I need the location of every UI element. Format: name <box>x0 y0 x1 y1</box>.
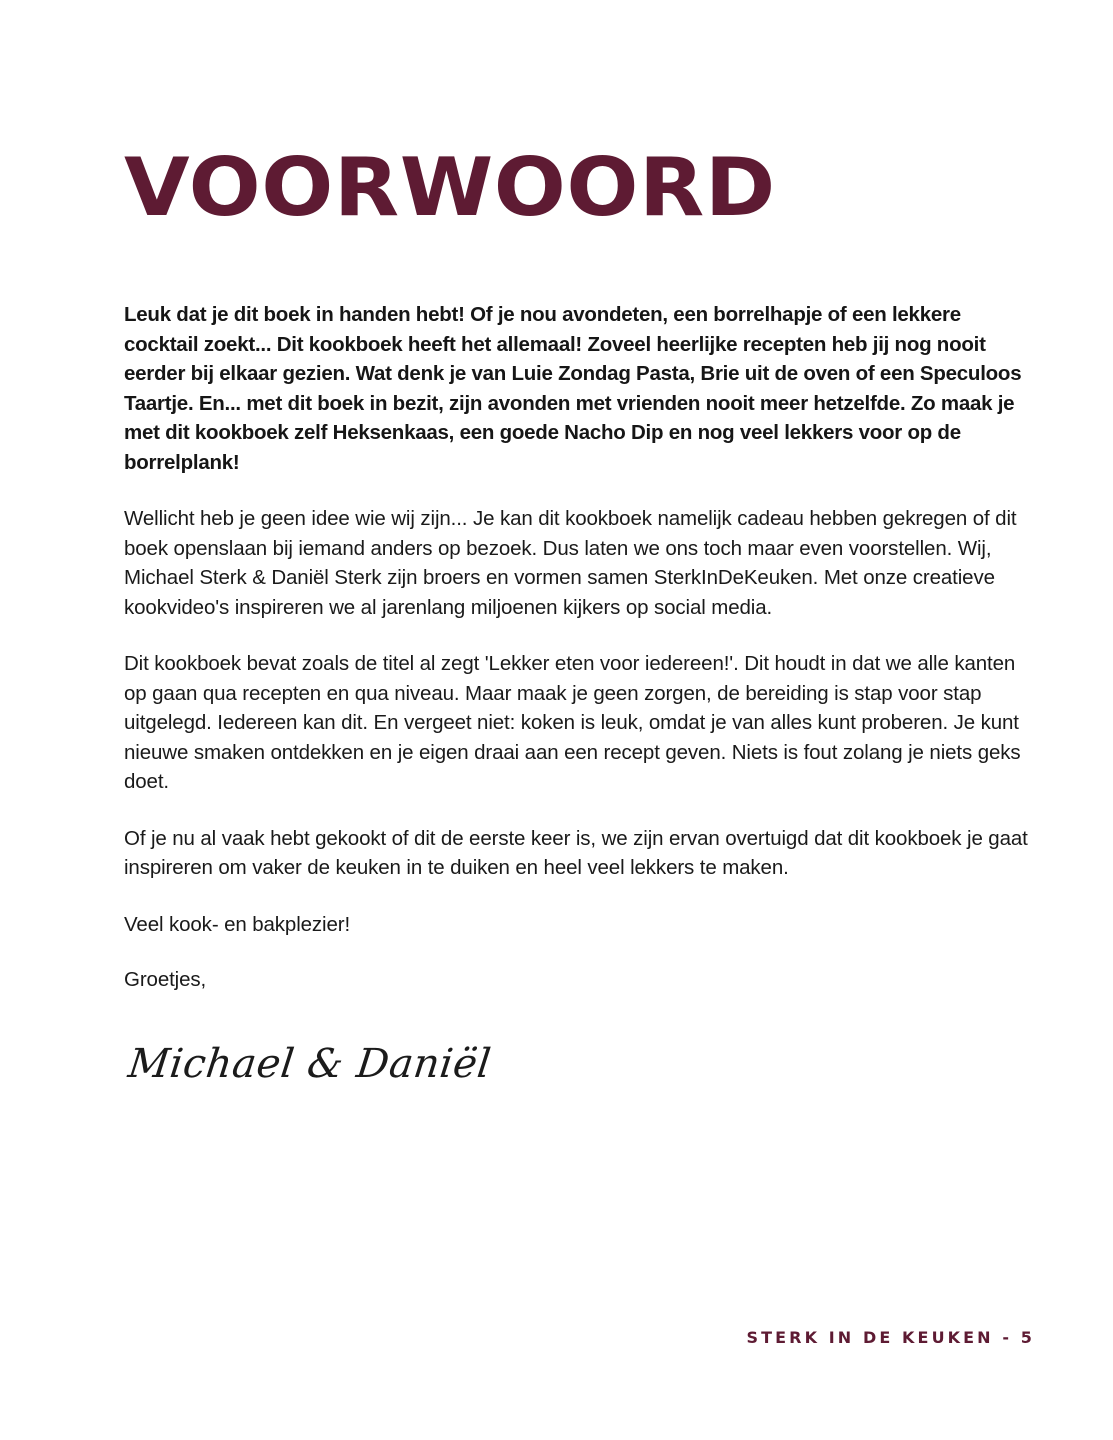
page-footer <box>0 1328 1035 1348</box>
footer-brand-and-page: STERK IN DE KEUKEN - 5 <box>746 1328 1035 1347</box>
foreword-body <box>124 300 1035 1085</box>
page-title: VOORWOORD <box>124 141 776 234</box>
paragraph-4: Of je nu al vaak hebt gekookt of dit de eerste keer is, we zijn ervan overtuigd dat dit kookboek je gaat inspireren om vaker de keuken in te duiken en heel veel lekkers te maken. <box>124 826 1028 879</box>
sign-off-line: Groetjes, <box>124 968 207 991</box>
author-signature: Michael & Daniël <box>125 1040 494 1087</box>
paragraph-3: Dit kookboek bevat zoals de titel al zegt 'Lekker eten voor iedereen!'. Dit houdt in dat we alle kanten op gaan qua recepten en qua niveau. Maar maak je geen zorgen, de bereiding is stap voor stap uitgelegd. Iedereen kan dit. En vergeet niet: koken is leuk, omdat je van alles kunt proberen. Je kunt nieuwe smaken ontdekken en je eigen draai aan een recept geven. Niets is fout zolang je niets geks doet. <box>124 652 1021 793</box>
closing-line: Veel kook- en bakplezier! <box>124 912 351 936</box>
lead-paragraph: Leuk dat je dit boek in handen hebt! Of je nou avondeten, een borrelhapje of een lekkere cocktail zoekt... Dit kookboek heeft het allemaal! Zoveel heerlijke recepten heb jij nog nooit eerder bij elkaar gezien. Wat denk je van Luie Zondag Pasta, Brie uit de oven of een Speculoos Taartje. En... met dit boek in bezit, zijn avonden met vrienden nooit meer hetzelfde. Zo maak je met dit kookboek zelf Heksenkaas, een goede Nacho Dip en nog veel lekkers voor op de borrelplank! <box>124 303 1022 474</box>
paragraph-2: Wellicht heb je geen idee wie wij zijn... Je kan dit kookboek namelijk cadeau hebben gekregen of dit boek openslaan bij iemand anders op bezoek. Dus laten we ons toch maar even voorstellen. Wij, Michael Sterk & Daniël Sterk zijn broers en vormen samen SterkInDeKeuken. Met onze creatieve kookvideo's inspireren we al jarenlang miljoenen kijkers op social media. <box>124 507 1017 619</box>
